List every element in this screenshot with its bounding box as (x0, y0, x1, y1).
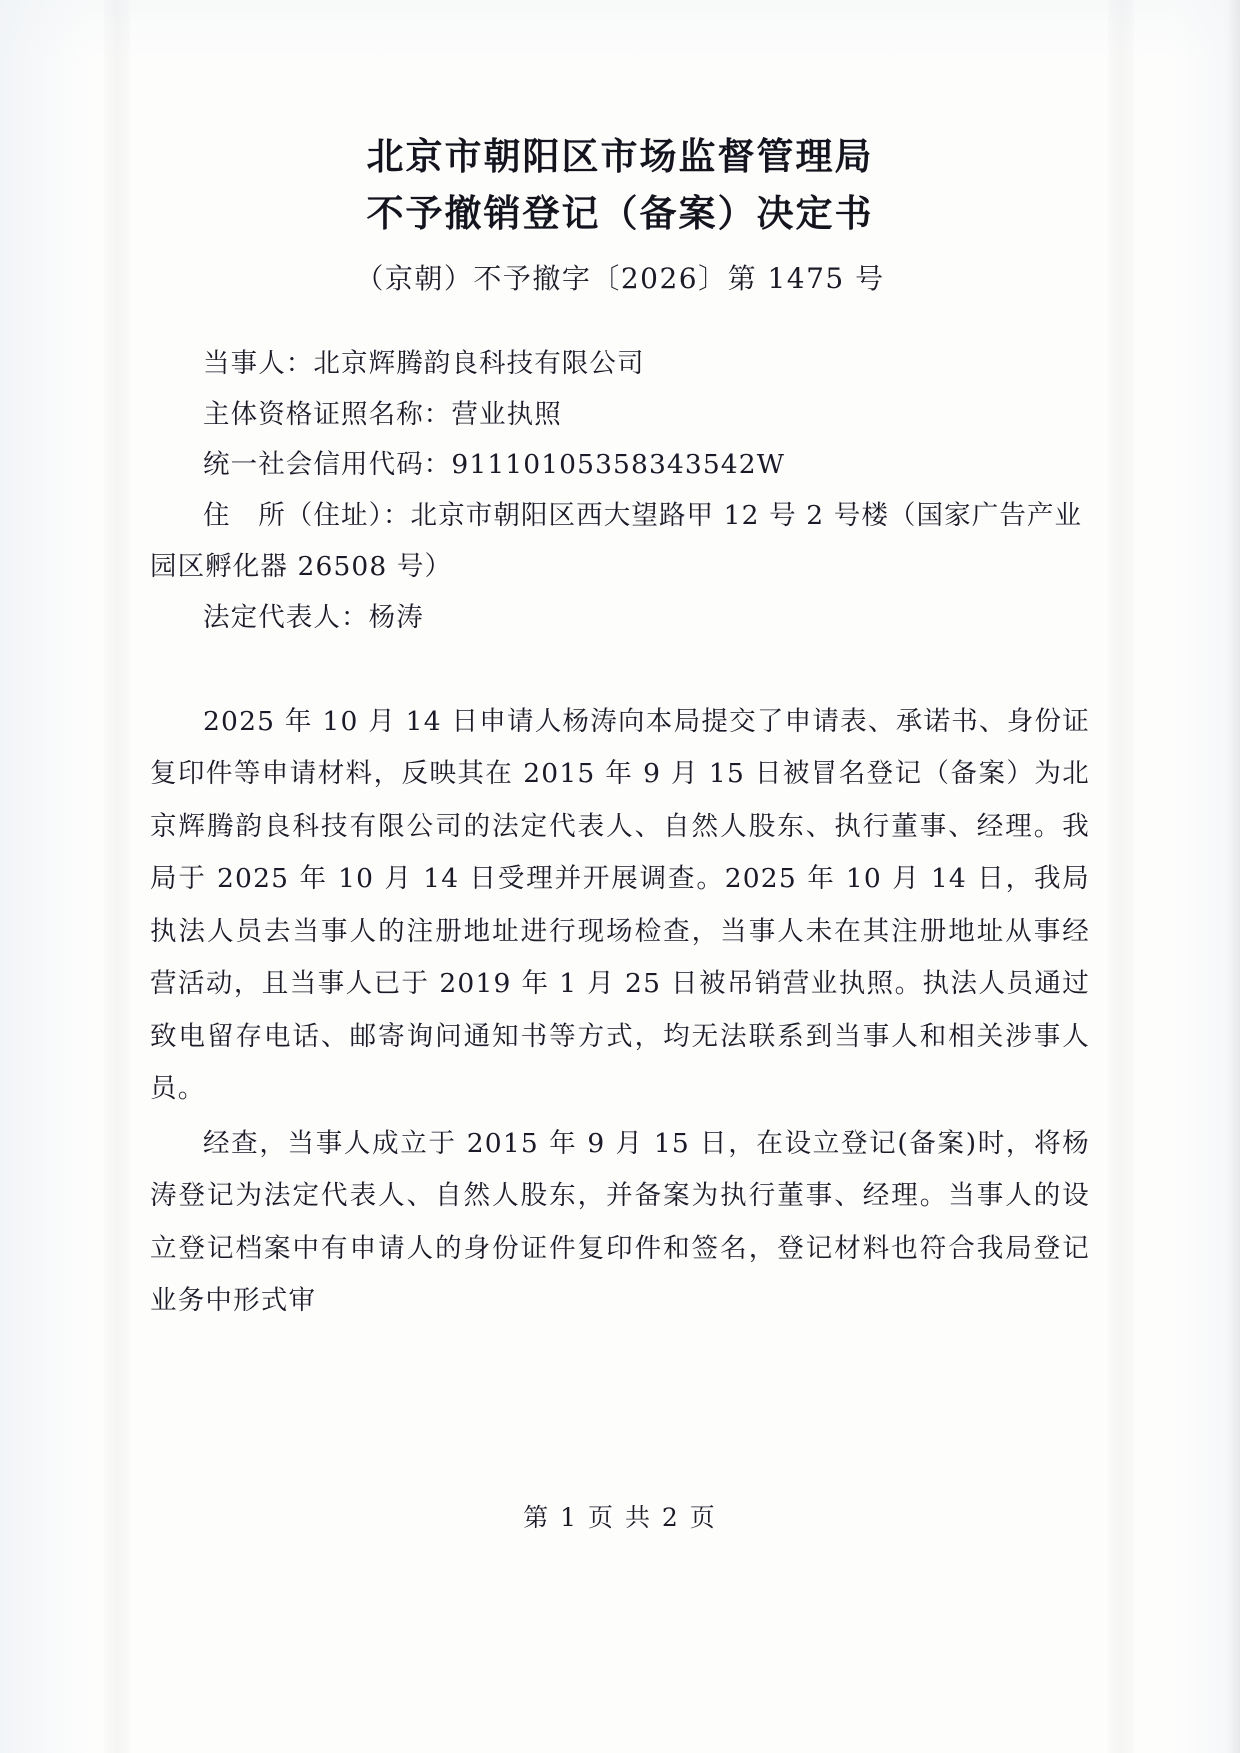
body-paragraph-1: 2025 年 10 月 14 日申请人杨涛向本局提交了申请表、承诺书、身份证复印件等申请材料，反映其在 2015 年 9 月 15 日被冒名登记（备案）为北京辉腾韵良科技有限公司的法定代表人、自然人股东、执行董事、经理。我局于 2025 年 10 月 14 日受理并开展调查。2025 年 10 月 14 日，我局执法人员去当事人的注册地址进行现场检查，当事人未在其注册地址从事经营活动，且当事人已于 2019 年 1 月 25 日被吊销营业执照。执法人员通过致电留存电话、邮寄询问通知书等方式，均无法联系到当事人和相关涉事人员。 (150, 705, 1090, 1105)
credit-code-line: 统一社会信用代码：91110105358343542W (203, 449, 786, 481)
license-type-line: 主体资格证照名称：营业执照 (203, 398, 562, 430)
page-footer: 第 1 页 共 2 页 (523, 1503, 717, 1532)
document-content (150, 128, 1090, 1330)
document-number: （京朝）不予撤字〔2026〕第 1475 号 (355, 261, 885, 295)
address-line: 住 所（住址）：北京市朝阳区西大望路甲 12 号 2 号楼（国家广告产业园区孵化器 26508 号） (150, 500, 1083, 583)
legal-representative-line: 法定代表人：杨涛 (203, 602, 424, 634)
body-paragraph-2: 经查，当事人成立于 2015 年 9 月 15 日，在设立登记(备案)时，将杨涛登记为法定代表人、自然人股东，并备案为执行董事、经理。当事人的设立登记档案中有申请人的身份证件复印件和签名，登记材料也符合我局登记业务中形式审 (150, 1127, 1090, 1317)
page-title-line-1: 北京市朝阳区市场监督管理局 (366, 135, 874, 178)
document-title-block (150, 128, 1090, 297)
document-body (150, 696, 1090, 1328)
party-name-line: 当事人：北京辉腾韵良科技有限公司 (203, 347, 645, 379)
page-title-line-2: 不予撤销登记（备案）决定书 (366, 192, 874, 236)
party-information-block (150, 339, 1090, 644)
